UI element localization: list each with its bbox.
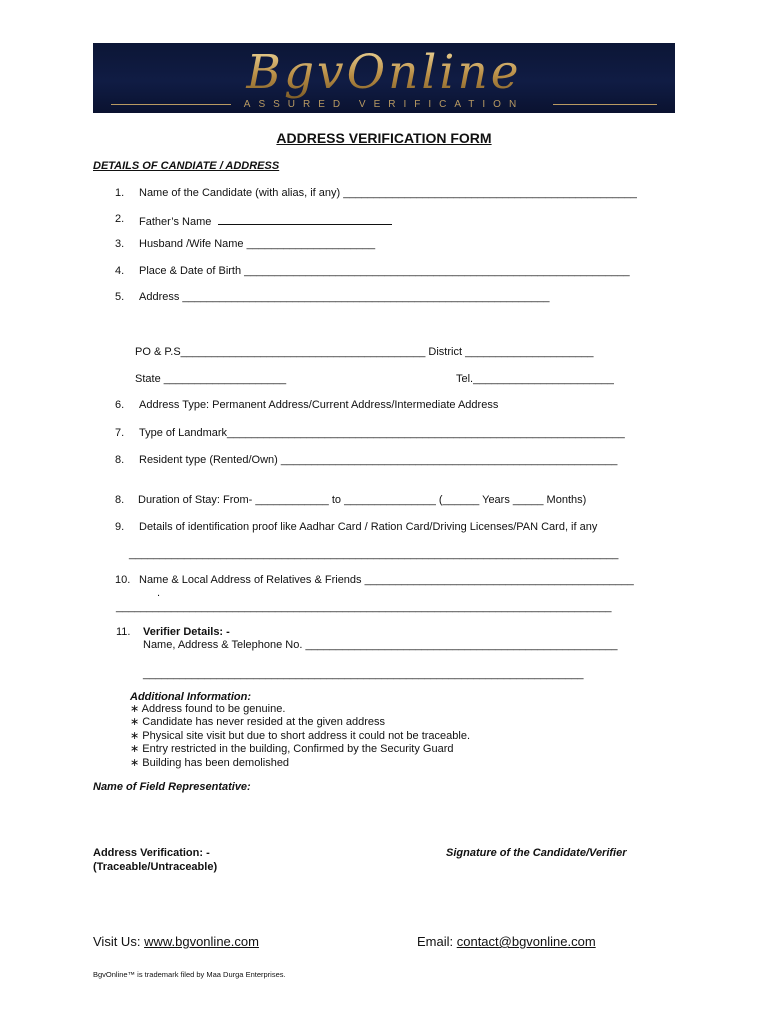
list-item[interactable]: ∗ Address found to be genuine. — [130, 703, 286, 715]
list-item[interactable]: ∗ Building has been demolished — [130, 756, 290, 769]
stray-dot: . — [157, 587, 161, 599]
fathers-name-label: Father’s Name — [139, 216, 212, 228]
asterisk-bullet-icon: ∗ — [130, 743, 143, 756]
additional-info-heading: Additional Information: — [130, 691, 251, 703]
relatives-address-field[interactable]: Name & Local Address of Relatives & Friends ____________________________________________ — [139, 574, 634, 586]
form-title: ADDRESS VERIFICATION FORM — [276, 130, 492, 146]
fathers-name-field[interactable] — [139, 213, 392, 228]
state-field[interactable]: State ____________________ — [135, 373, 287, 385]
section-heading: DETAILS OF CANDIATE / ADDRESS — [93, 160, 280, 172]
signature-label: Signature of the Candidate/Verifier — [446, 847, 627, 859]
verifier-details-heading: Verifier Details: - — [143, 626, 230, 638]
trademark-note: BgvOnline™ is trademark filed by Maa Durga Enterprises. — [93, 970, 286, 979]
field-number: 10. — [115, 574, 131, 586]
field-number: 3. — [115, 238, 125, 250]
field-number: 1. — [115, 187, 125, 199]
field-number: 9. — [115, 521, 125, 533]
asterisk-bullet-icon: ∗ — [130, 756, 143, 769]
traceable-label: (Traceable/Untraceable) — [93, 861, 218, 873]
email-us — [417, 934, 596, 949]
visit-label: Visit Us: — [93, 934, 145, 949]
id-proof-line[interactable]: ________________________________________________________________________________ — [129, 548, 619, 560]
list-item[interactable]: ∗ Physical site visit but due to short address it could not be traceable. — [130, 729, 471, 742]
verifier-contact-field[interactable]: Name, Address & Telephone No. ___________________________________________________ — [143, 639, 618, 651]
additional-info-list — [130, 703, 470, 770]
verifier-contact-line[interactable]: ________________________________________________________________________ — [143, 668, 584, 680]
field-number: 6. — [115, 399, 125, 411]
list-item[interactable]: ∗ Candidate has never resided at the given address — [130, 716, 386, 729]
brand-tagline: ASSURED VERIFICATION — [243, 99, 525, 110]
resident-type-field[interactable]: Resident type (Rented/Own) _______________________________________________________ — [139, 454, 618, 466]
asterisk-bullet-icon: ∗ — [130, 703, 142, 715]
field-number: 4. — [115, 265, 125, 277]
telephone-field[interactable]: Tel._______________________ — [456, 373, 614, 385]
address-verification-label: Address Verification: - — [93, 847, 210, 859]
field-number: 5. — [115, 291, 125, 303]
brand-banner — [93, 43, 675, 113]
field-number: 7. — [115, 427, 125, 439]
spouse-name-field[interactable]: Husband /Wife Name _____________________ — [139, 238, 376, 250]
po-ps-district-field[interactable]: PO & P.S________________________________________ District _____________________ — [135, 346, 594, 358]
tagline-rule-right — [553, 104, 657, 105]
field-number: 11. — [116, 626, 131, 638]
brand-logo: BgvOnline — [93, 45, 675, 100]
address-type-field[interactable]: Address Type: Permanent Address/Current Address/Intermediate Address — [139, 399, 499, 411]
landmark-field[interactable]: Type of Landmark_________________________________________________________________ — [139, 427, 625, 439]
fathers-name-line — [218, 213, 392, 225]
list-item[interactable]: ∗ Entry restricted in the building, Confirmed by the Security Guard — [130, 743, 454, 756]
birth-place-date-field[interactable]: Place & Date of Birth _______________________________________________________________ — [139, 265, 630, 277]
duration-of-stay-field[interactable]: Duration of Stay: From- ____________ to _______________ (______ Years _____ Months) — [138, 494, 587, 506]
field-representative-label: Name of Field Representative: — [93, 781, 251, 793]
candidate-name-field[interactable]: Name of the Candidate (with alias, if any) ________________________________________________ — [139, 187, 637, 199]
id-proof-label: Details of identification proof like Aadhar Card / Ration Card/Driving Licenses/PAN Card, if any — [139, 521, 598, 533]
relatives-address-line[interactable]: _________________________________________________________________________________ — [116, 601, 612, 613]
asterisk-bullet-icon: ∗ — [130, 716, 143, 729]
email-label: Email: — [417, 934, 457, 949]
address-field[interactable]: Address ____________________________________________________________ — [139, 291, 550, 303]
visit-us — [93, 934, 259, 949]
field-number: 2. — [115, 213, 125, 225]
field-number: 8. — [115, 494, 125, 506]
asterisk-bullet-icon: ∗ — [130, 729, 143, 742]
website-link[interactable]: www.bgvonline.com — [144, 934, 259, 949]
email-link[interactable]: contact@bgvonline.com — [456, 934, 596, 949]
field-number: 8. — [115, 454, 125, 466]
